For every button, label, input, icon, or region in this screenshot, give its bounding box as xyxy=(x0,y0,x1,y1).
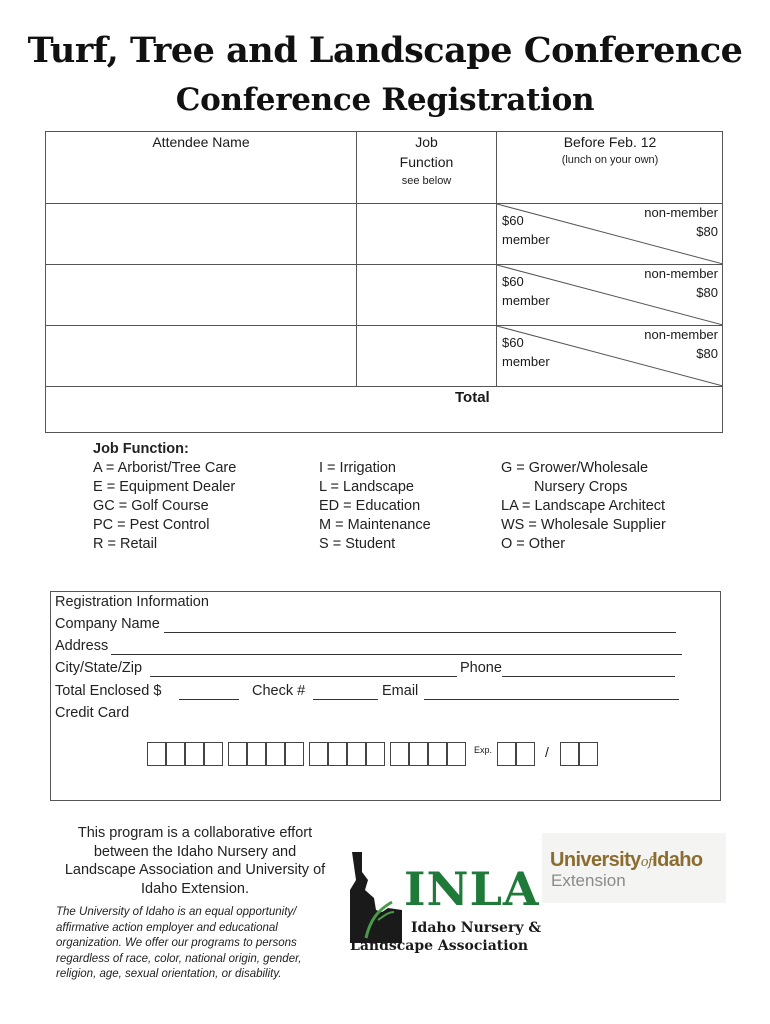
job-code: GC = Golf Course xyxy=(93,498,209,514)
member-label: member xyxy=(502,354,550,369)
total-label: Total xyxy=(455,389,490,406)
nonmember-label: non-member xyxy=(644,327,718,342)
exp-month-box[interactable] xyxy=(497,742,516,766)
member-label: member xyxy=(502,232,550,247)
cc-digit-box[interactable] xyxy=(266,742,285,766)
collab-line: Landscape Association and University of xyxy=(64,862,326,878)
job-code: PC = Pest Control xyxy=(93,517,210,533)
disclaimer-line: The University of Idaho is an equal opportunity/ xyxy=(56,906,297,918)
check-label: Check # xyxy=(252,683,306,699)
job-code: O = Other xyxy=(501,536,566,552)
member-label: member xyxy=(502,293,550,308)
ui-logo-of: of xyxy=(640,855,653,870)
email-field[interactable] xyxy=(424,699,679,700)
page-title: Turf, Tree and Landscape Conference xyxy=(27,30,743,71)
nonmember-price: $80 xyxy=(696,224,718,239)
cc-digit-box[interactable] xyxy=(366,742,385,766)
job-code: I = Irrigation xyxy=(319,460,396,476)
col-header-job-note: see below xyxy=(401,175,452,187)
cc-digit-box[interactable] xyxy=(185,742,204,766)
cc-digit-box[interactable] xyxy=(247,742,266,766)
cc-digit-box[interactable] xyxy=(390,742,409,766)
collab-line: This program is a collaborative effort xyxy=(77,825,313,841)
job-code: G = Grower/Wholesale xyxy=(501,460,649,476)
inla-wordmark: INLA xyxy=(404,862,540,916)
col-header-job-2: Function xyxy=(399,154,454,170)
ui-logo-university: University xyxy=(550,849,641,871)
job-function-col2 xyxy=(319,459,431,554)
job-code: ED = Education xyxy=(319,498,421,514)
cc-digit-box[interactable] xyxy=(447,742,466,766)
attendee-name-cell[interactable] xyxy=(46,204,356,264)
member-price: $60 xyxy=(502,213,524,228)
disclaimer-line: affirmative action employer and educational xyxy=(56,921,278,934)
page-subtitle: Conference Registration xyxy=(175,82,595,118)
total-enclosed-label: Total Enclosed $ xyxy=(55,683,162,699)
job-function-heading: Job Function: xyxy=(93,441,189,457)
nonmember-label: non-member xyxy=(644,205,718,220)
cc-digit-box[interactable] xyxy=(328,742,347,766)
collab-line: between the Idaho Nursery and xyxy=(93,843,297,860)
job-function-col3 xyxy=(501,459,666,554)
collaboration-note xyxy=(45,824,345,898)
address-label: Address xyxy=(55,638,109,654)
cc-digit-box[interactable] xyxy=(147,742,166,766)
inla-sub2: Landscape Association xyxy=(350,938,529,954)
address-field[interactable] xyxy=(111,654,682,655)
credit-card-label: Credit Card xyxy=(55,705,130,721)
exp-label: Exp. xyxy=(474,745,493,755)
cc-digit-box[interactable] xyxy=(309,742,328,766)
check-field[interactable] xyxy=(313,699,378,700)
member-price: $60 xyxy=(502,335,524,350)
col-header-job: Job xyxy=(415,134,438,150)
phone-field[interactable] xyxy=(502,676,675,677)
col-header-price-note: (lunch on your own) xyxy=(561,154,659,166)
city-label: City/State/Zip xyxy=(55,660,143,676)
col-header-attendee: Attendee Name xyxy=(152,134,250,150)
col-header-price: Before Feb. 12 xyxy=(563,134,657,150)
job-code: A = Arborist/Tree Care xyxy=(93,460,237,476)
email-label: Email xyxy=(382,683,419,699)
job-function-cell[interactable] xyxy=(357,204,496,264)
exp-year-box[interactable] xyxy=(579,742,598,766)
job-function-cell[interactable] xyxy=(357,265,496,325)
member-price: $60 xyxy=(502,274,524,289)
job-code: S = Student xyxy=(319,536,396,552)
attendee-name-cell[interactable] xyxy=(46,326,356,386)
job-code: Nursery Crops xyxy=(534,479,628,495)
nonmember-label: non-member xyxy=(644,266,718,281)
exp-slash: / xyxy=(545,744,549,760)
cc-digit-box[interactable] xyxy=(347,742,366,766)
disclaimer-line: organization. We offer our programs to persons xyxy=(56,937,297,949)
disclaimer-line: regardless of race, color, national origin, gender, xyxy=(56,952,302,965)
job-code: R = Retail xyxy=(93,536,158,552)
cc-digit-box[interactable] xyxy=(228,742,247,766)
collab-line: Idaho Extension. xyxy=(140,880,250,897)
exp-year-box[interactable] xyxy=(560,742,579,766)
nonmember-price: $80 xyxy=(696,346,718,361)
inla-sub1: Idaho Nursery & xyxy=(411,920,541,936)
disclaimer-line: religion, age, sexual orientation, or disability. xyxy=(56,968,282,980)
job-code: M = Maintenance xyxy=(319,517,431,533)
idaho-state-icon xyxy=(348,850,403,945)
cc-digit-box[interactable] xyxy=(285,742,304,766)
job-code: L = Landscape xyxy=(319,479,415,495)
company-label: Company Name xyxy=(55,616,160,632)
nonmember-price: $80 xyxy=(696,285,718,300)
cc-digit-box[interactable] xyxy=(428,742,447,766)
job-code: LA = Landscape Architect xyxy=(501,498,666,514)
cc-digit-box[interactable] xyxy=(166,742,185,766)
company-field[interactable] xyxy=(164,632,676,633)
registration-heading: Registration Information xyxy=(55,594,209,610)
total-cell[interactable] xyxy=(46,387,722,432)
disclaimer xyxy=(56,905,301,983)
cc-digit-box[interactable] xyxy=(204,742,223,766)
job-function-col1 xyxy=(93,459,236,554)
cc-digit-box[interactable] xyxy=(409,742,428,766)
job-function-cell[interactable] xyxy=(357,326,496,386)
inla-logo xyxy=(348,850,541,960)
exp-month-box[interactable] xyxy=(516,742,535,766)
total-enclosed-field[interactable] xyxy=(179,699,239,700)
city-field[interactable] xyxy=(150,676,457,677)
attendee-name-cell[interactable] xyxy=(46,265,356,325)
job-code: WS = Wholesale Supplier xyxy=(501,517,666,533)
job-code: E = Equipment Dealer xyxy=(93,479,236,495)
phone-label: Phone xyxy=(460,660,502,676)
ui-logo-idaho: Idaho xyxy=(652,849,703,871)
ui-logo-extension: Extension xyxy=(551,871,626,890)
ui-extension-logo xyxy=(542,833,726,903)
